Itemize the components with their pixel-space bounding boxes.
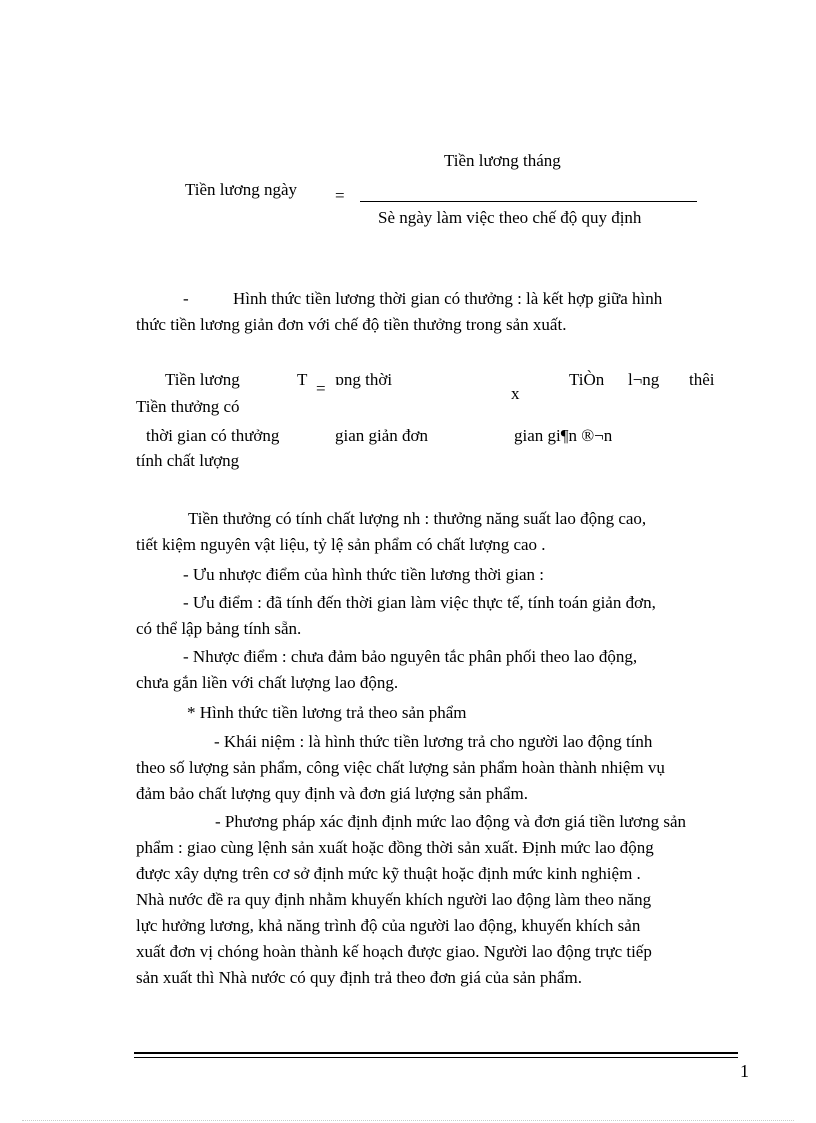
bullet-dash: -: [183, 289, 189, 308]
page-number: 1: [740, 1061, 749, 1081]
formula2-col2-t: T: [297, 370, 308, 389]
formula2-col3-w1: TiÒn: [569, 370, 605, 389]
text-line: - Phương pháp xác định định mức lao động và đơn giá tiền lương sản: [215, 812, 687, 831]
text-line: tiết kiệm nguyên vật liệu, tỷ lệ sản phẩm có chất lượng cao .: [136, 535, 546, 554]
text-line: xuất đơn vị chóng hoàn thành kế hoạch được giao. Người lao động trực tiếp: [136, 942, 652, 961]
text-line: lực hưởng lương, khả năng trình độ của người lao động, khuyến khích sản: [136, 916, 641, 935]
formula1-denominator: Sè ngày làm việc theo chế độ quy định: [378, 208, 642, 227]
paragraph-disadvantages: [136, 644, 738, 696]
text-line: - Nhược điểm : chưa đảm bảo nguyên tắc phân phối theo lao động,: [183, 647, 638, 666]
formula2-equals: =: [316, 379, 326, 398]
footer-rule: [134, 1052, 738, 1054]
page-edge-divider: [22, 1120, 794, 1121]
text-line: Nhà nước đề ra quy định nhằm khuyến khích người lao động làm theo năng: [136, 890, 652, 909]
text-line: chưa gắn liền với chất lượng lao động.: [136, 673, 399, 692]
formula2-col1-top: Tiền lương: [165, 370, 240, 389]
text-line: đảm bảo chất lượng quy định và đơn giá lượng sản phẩm.: [136, 784, 528, 803]
formula2-multiply: x: [511, 384, 520, 403]
fraction-bar: [360, 201, 697, 202]
formula2-col4-top: Tiền thưởng có: [136, 397, 240, 416]
paragraph-product-wage-heading: [136, 700, 738, 726]
paragraph-advantages: [136, 590, 738, 642]
formula2-col3-w3: thêi: [689, 370, 715, 389]
paragraph-method: [136, 809, 738, 991]
formula1-equals: =: [335, 186, 345, 205]
formula2-col1-bottom: thời gian có thưởng: [146, 426, 280, 445]
paragraph-concept: [136, 729, 738, 807]
text-line: * Hình thức tiền lương trả theo sản phẩm: [187, 703, 467, 722]
formula2-col2-top: ɒng thời: [335, 370, 393, 389]
bullet-reward-line2: thức tiền lương giản đơn với chế độ tiền thưởng trong sản xuất.: [136, 315, 567, 334]
formula2-col3-bottom: gian gi¶n ®¬n: [514, 426, 613, 445]
formula1-numerator: Tiền lương tháng: [444, 151, 561, 170]
text-line: - Ưu nhược điểm của hình thức tiền lương thời gian :: [183, 565, 544, 584]
footer-rule-thin: [134, 1057, 738, 1058]
bullet-reward-line1: Hình thức tiền lương thời gian có thưởng : là kết hợp giữa hình: [233, 289, 663, 308]
paragraph-pros-cons-heading: [136, 562, 738, 588]
text-line: - Ưu điểm : đã tính đến thời gian làm việc thực tế, tính toán giản đơn,: [183, 593, 656, 612]
text-line: - Khái niệm : là hình thức tiền lương trả cho người lao động tính: [214, 732, 653, 751]
paragraph-bonus-quality: [136, 506, 738, 558]
formula2-col3-w2: l¬ng: [628, 370, 660, 389]
text-line: được xây dựng trên cơ sở định mức kỹ thuật hoặc định mức kinh nghiệm .: [136, 864, 641, 883]
text-line: Tiền thưởng có tính chất lượng nh : thưởng năng suất lao động cao,: [188, 509, 647, 528]
text-line: có thể lập bảng tính sẵn.: [136, 619, 302, 638]
formula2-col4-bottom: tính chất lượng: [136, 451, 240, 470]
formula2-col2-bottom: gian giản đơn: [335, 426, 429, 445]
text-line: sản xuất thì Nhà nước có quy định trả theo đơn giá của sản phẩm.: [136, 968, 582, 987]
formula1-lhs: Tiền lương ngày: [185, 180, 298, 199]
text-line: phẩm : giao cùng lệnh sản xuất hoặc đồng thời sản xuất. Định mức lao động: [136, 838, 654, 857]
text-line: theo số lượng sản phẩm, công việc chất lượng sản phẩm hoàn thành nhiệm vụ: [136, 758, 665, 777]
